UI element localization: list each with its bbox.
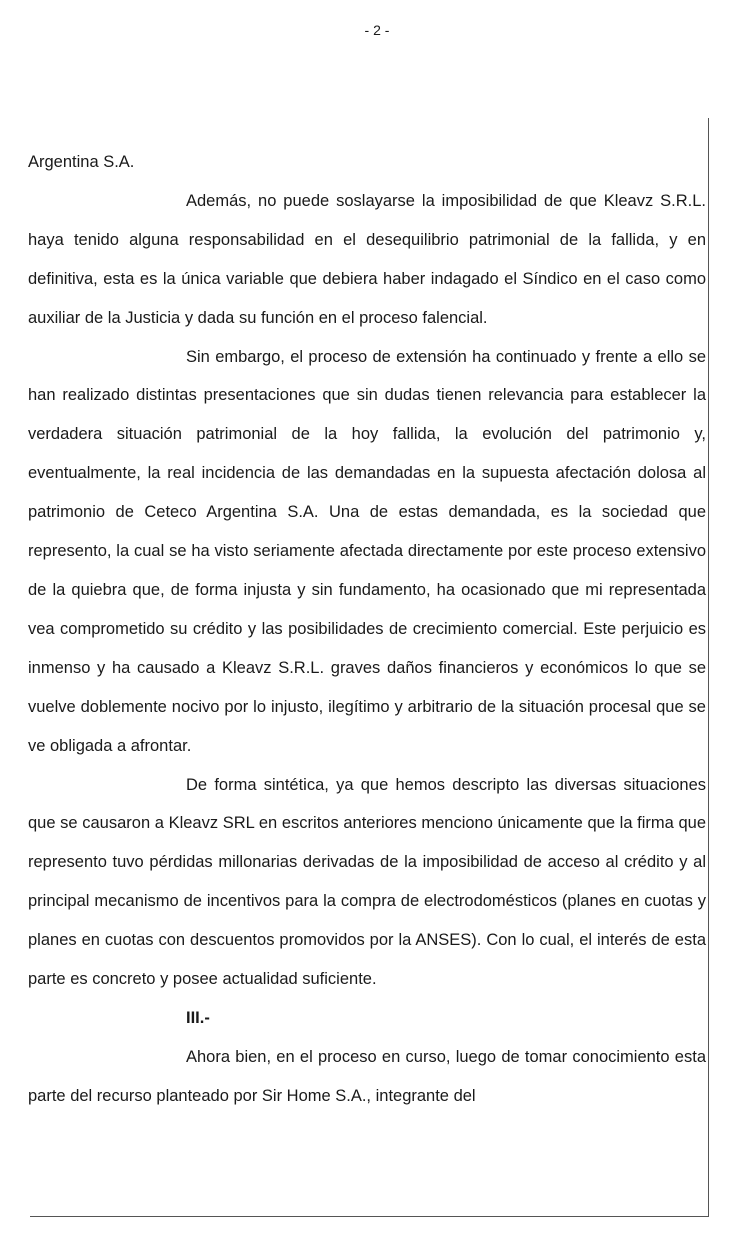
paragraph: Además, no puede soslayarse la imposibilidad de que Kleavz S.R.L. haya tenido alguna responsabilidad en el desequilibrio patrimonial de la fallida, y en definitiva, esta es la única variable que debiera haber indagado el Síndico en el caso como auxiliar de la Justicia y dada su función en el proceso falencial. — [28, 191, 706, 327]
bottom-margin-line — [30, 1216, 709, 1217]
section-heading: III.- — [186, 1008, 210, 1027]
page-number: - 2 - — [364, 22, 390, 38]
paragraph: Sin embargo, el proceso de extensión ha continuado y frente a ello se han realizado distintas presentaciones que sin dudas tienen relevancia para establecer la verdadera situación patrimonial de la hoy fallida, la evolución del patrimonio y, eventualmente, la real incidencia de las demandadas en la supuesta afectación dolosa al patrimonio de Ceteco Argentina S.A. Una de estas demandada, es la sociedad que represento, la cual se ha visto seriamente afectada directamente por este proceso extensivo de la quiebra que, de forma injusta y sin fundamento, ha ocasionado que mi representada vea comprometido su crédito y las posibilidades de crecimiento comercial. Este perjuicio es inmenso y ha causado a Kleavz S.R.L. graves daños financieros y económicos lo que se vuelve doblemente nocivo por lo injusto, ilegítimo y arbitrario de la situación procesal que se ve obligada a afrontar. — [28, 347, 706, 755]
paragraph: Ahora bien, en el proceso en curso, luego de tomar conocimiento esta parte del recurso planteado por Sir Home S.A., integrante del — [28, 1047, 706, 1105]
right-margin-line — [708, 118, 709, 1216]
paragraph-continuation: Argentina S.A. — [28, 153, 135, 171]
document-body — [28, 143, 706, 1116]
paragraph: De forma sintética, ya que hemos descripto las diversas situaciones que se causaron a Kleavz SRL en escritos anteriores menciono únicamente que la firma que represento tuvo pérdidas millonarias derivadas de la imposibilidad de acceso al crédito y al principal mecanismo de incentivos para la compra de electrodomésticos (planes en cuotas y planes en cuotas con descuentos promovidos por la ANSES). Con lo cual, el interés de esta parte es concreto y posee actualidad suficiente. — [28, 775, 706, 989]
